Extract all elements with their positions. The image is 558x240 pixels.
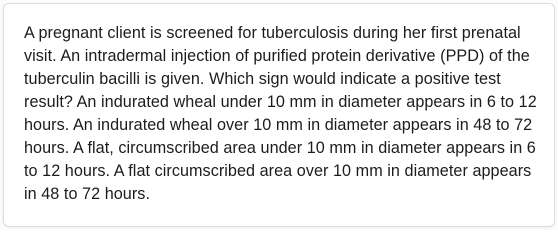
- question-text: A pregnant client is screened for tuberculosis during her first prenatal visit. An intradermal injection of purified protein derivative (PPD) of the tuberculin bacilli is given. Which sign would indicate a positive test result? An indurated wheal under 10 mm in diameter appears in 6 to 12 hours. An indurated wheal over 10 mm in diameter appears in 48 to 72 hours. A flat, circumscribed area under 10 mm in diameter appears in 6 to 12 hours. A flat circumscribed area over 10 mm in diameter appears in 48 to 72 hours.: [24, 24, 537, 203]
- question-card: [3, 3, 555, 227]
